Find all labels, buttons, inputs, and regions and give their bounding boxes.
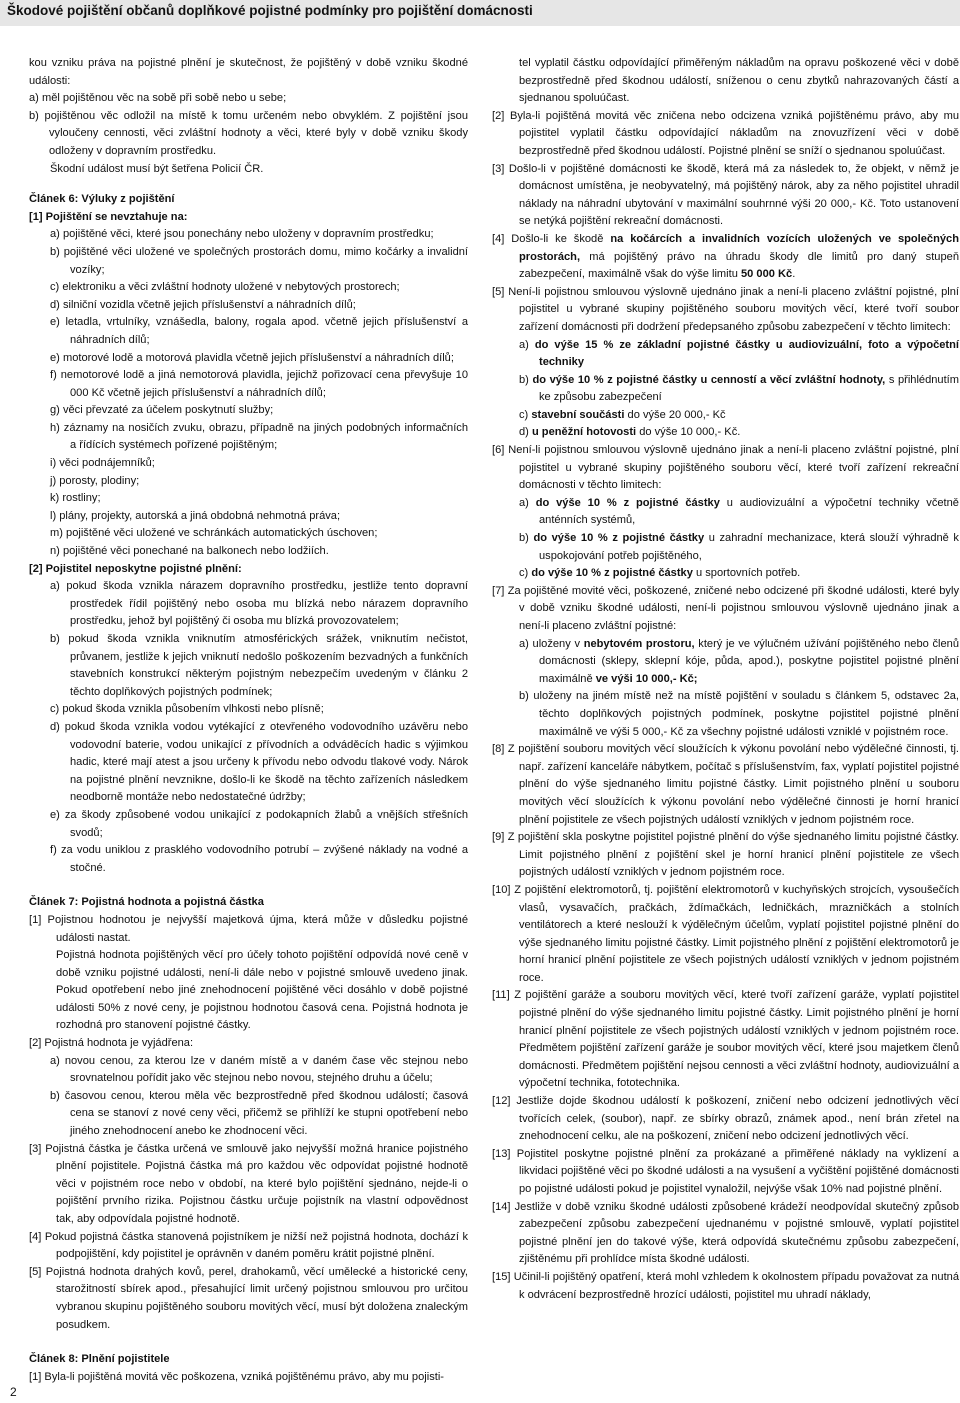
- article-8-para-15: [492, 1269, 959, 1304]
- intro-text: kou vzniku práva na pojistné plnění je skutečnost, že pojištěný v době vzniku škodné události:: [29, 57, 468, 87]
- article-7-para-1: [1] Pojistnou hodnotou je nejvyšší majetková újma, která může v důsledku pojistné události nastat.: [29, 913, 468, 944]
- list-item: a) novou cenou, za kterou lze v daném místě a v daném čase věc stejnou nebo srovnatelnou pořídit jako věc stejnou nebo novou, stejného druhu a účelu;: [50, 1054, 468, 1085]
- article-8-para-6: [492, 442, 959, 495]
- list-item: c) elektroniku a věci zvláštní hodnoty uložené v nebytových prostorech;: [50, 281, 400, 294]
- list-item: m) pojištěné věci uložené ve schránkách automatických úschoven;: [50, 527, 378, 540]
- article-8-para-10: [492, 882, 959, 988]
- list-item: a) do výše 10 % z pojistné částky u audiovizuální a výpočetní techniky včetně anténních systémů,: [519, 496, 959, 527]
- article-6-list-1: [29, 226, 468, 560]
- para-text: Z pojištění elektromotorů, tj. pojištění elektromotorů v kuchyňských strojcích, vysoušečích vlasů, vysavačích, pračkách, ždímačkách, ledničkách, mrazničkách a stolních ventilátorech a které neslouží k výdělečným účelům, vyplatí pojistitel pojistné plnění do výše sjednaného limitu pojistné částky. Limit pojistného plnění z pojištění elektromotorů je horní hranicí plnění pojistitele ze všech pojistných událostí vzniklých v jednom pojistném roce.: [514, 883, 960, 984]
- article-8-para-2: [492, 108, 959, 161]
- article-8-para-1-cont: tel vyplatil částku odpovídající přiměřeným nákladům na opravu poškozené věci v době bezprostředně před škodnou událostí, sníženou o cenu zbytků nahrazovaných částí a sjednanou spoluúčast.: [519, 57, 959, 105]
- article-8-para-12: [492, 1093, 959, 1146]
- para-number: [5]: [492, 285, 505, 298]
- list-item: b) do výše 10 % z pojistné částky u cenností a věcí zvláštní hodnoty, s přihlédnutím ke způsobu zabezpečení: [519, 373, 960, 404]
- list-item: f) nemotorové lodě a jiná nemotorová plavidla, jejichž pořizovací cena převyšuje 10 000 Kč včetně jejich příslušenství a náhradních dílů;: [50, 369, 468, 399]
- list-item: i) věci podnájemníků;: [50, 457, 155, 470]
- intro-note: Škodní událost musí být šetřena Policií ČR.: [50, 162, 264, 175]
- para-number: [15]: [492, 1270, 511, 1283]
- list-item: j) porosty, plodiny;: [50, 474, 140, 487]
- para-text: má pojištěný právo na úhradu škody dle limitů pro daný stupeň zabezpečení, maximálně však do výše limitu: [519, 250, 959, 281]
- article-7-para-3: [3] Pojistná částka je částka určená ve smlouvě jako nejvyšší možná hranice pojistného plnění pojistitele. Pojistná částka má pro každou věc odpovídat pojistné hodnotě věci v pojistném roce nebo v období, na které bylo pojištění sjednáno, nejde-li o pojištění prvního rizika. Pojistnou částku určuje pojistník na vlastní odpovědnost tak, aby odpovídala pojistné hodnotě.: [29, 1142, 468, 1225]
- article-8-para-1: [1] Byla-li pojištěná movitá věc poškozena, vzniká pojištěnému právo, aby mu pojisti-: [29, 1370, 444, 1383]
- list-item: n) pojištěné věci ponechané na balkonech nebo lodžiích.: [50, 545, 329, 558]
- para-number: [6]: [492, 444, 505, 457]
- article-6-para-1: [1] Pojištění se nevztahuje na:: [29, 210, 188, 223]
- para-number: [8]: [492, 743, 505, 756]
- right-column: [492, 55, 959, 1304]
- intro-item-a: a) měl pojištěnou věc na sobě při sobě nebo u sebe;: [29, 92, 287, 105]
- list-item: c) stavební součásti do výše 20 000,- Kč: [519, 408, 726, 421]
- para-text: Za pojištěné movité věci, poškozené, zničené nebo odcizené při škodné události, které byly v době vzniku škodné události, není-li pojistnou smlouvou výslovně ujednáno jinak a není-li placeno zvláštní pojistné:: [507, 584, 959, 632]
- para-text: Z pojištění souboru movitých věcí sloužících k výkonu povolání nebo výdělečné činnosti, tj. např. zařízení kanceláře nábytkem, počítač s příslušenstvím, fax, vyplatí pojistitel pojistné plnění do výše sjednaného limitu pojistné částky. Limit pojistného plnění u souboru movitých věcí sloužících k výkonu povolání nebo výdělečné činnosti je horní hranicí plnění pojistitele ze všech pojistných událostí vzniklých v jednom pojistném roce.: [507, 743, 959, 826]
- page-number: 2: [10, 1385, 17, 1399]
- list-item: d) pokud škoda vznikla vodou vytékající z otevřeného vodovodního uzávěru nebo vodovodní baterie, vodou unikající z přívodních a odváděcích hadic s výjimkou hadic, které mají atest a jsou určeny k přívodu nebo odvodu tlakové vody. Nárok na pojistné plnění nevznikne, došlo-li ke škodě na těchto zařízeních následkem neodborně montáže nebo nedostatečné údržby;: [50, 720, 468, 804]
- article-7-para-1b: Pojistná hodnota pojištěných věcí pro účely tohoto pojištění odpovídá nové ceně v době vzniku pojistné události, není-li dále nebo v pojistné smlouvě uvedeno jinak. Pokud opotřebení nebo jiné znehodnocení pojištěné věci dosáhlo v době pojistné události 50% z nové ceny, je pojistnou hodnotou časová cena. Pojistná hodnota je rozhodná pro stanovení pojistné částky.: [56, 949, 468, 1032]
- intro-item-b: b) pojištěnou věc odložil na místě k tomu určeném nebo obvyklém. Z pojištění jsou vyloučeny cennosti, věci zvláštní hodnoty a věci, které byly v době vzniku škody odloženy v dopravním prostředku.: [29, 109, 468, 157]
- list-item: c) do výše 10 % z pojistné částky u sportovních potřeb.: [519, 567, 801, 580]
- list-item: a) pokud škoda vznikla nárazem dopravního prostředku, jestliže tento dopravní prostředek řídil pojištěný nebo osoba mu blízká nebo nárazem dopravního prostředku, jehož byl pojištěný či osoba mu blízká provozovatelem;: [50, 580, 468, 628]
- para-text: Učinil-li pojištěný opatření, která mohl vzhledem k okolnostem případu považovat za nutná k odvrácení bezprostředně hrozící události, pojistitel mu uhradí náklady,: [513, 1270, 959, 1301]
- para-number: [2]: [492, 109, 505, 122]
- list-item: d) silniční vozidla včetně jejich příslušenství a náhradních dílů;: [50, 298, 356, 311]
- list-item: a) pojištěné věci, které jsou ponechány nebo uloženy v dopravním prostředku;: [50, 228, 434, 241]
- para-number: [3]: [492, 162, 505, 175]
- article-8-para-4: [492, 231, 959, 284]
- article-8-para-11: [492, 987, 959, 1093]
- page-header: [0, 0, 960, 26]
- para-number: [11]: [492, 989, 510, 1002]
- header-title: Škodové pojištění občanů doplňkové pojistné podmínky pro pojištění domácnosti: [7, 3, 533, 18]
- para-number: [12]: [492, 1095, 511, 1108]
- article-7-para-2: [2] Pojistná hodnota je vyjádřena:: [29, 1037, 194, 1050]
- list-item: b) časovou cenou, kterou měla věc bezprostředně před škodnou událostí; časová cena se stanoví z nové ceny věci, přičemž se přihlíží ke stupni opotřebení nebo jiného znehodnocení anebo ke zhodnocení věci.: [50, 1089, 468, 1138]
- para-text: Došlo-li ke škodě: [511, 232, 611, 245]
- para-text: Došlo-li v pojištěné domácnosti ke škodě, která má za následek to, že objekt, v němž je domácnost umístěna, je neobyvatelný, má pojištěný nárok, aby za něho pojistitel uhradil náklady na náhradní ubytování v maximální souhrnné výši 20 000,- Kč. Toto ustanovení se netýká pojištění rekreační domácnosti.: [508, 162, 959, 228]
- article-8-para-9: [492, 829, 959, 882]
- list-item: l) plány, projekty, autorská a jiná obdobná nehmotná práva;: [50, 509, 341, 522]
- article-8-para-8: [492, 741, 959, 829]
- list-item: b) pojištěné věci uložené ve společných prostorách domu, mimo kočárky a invalidní vozíky;: [50, 245, 468, 276]
- para-text: Byla-li pojištěná movitá věc zničena nebo odcizena vzniká pojištěnému právo, aby mu pojistitel vyplatil částku odpovídající nákladům na znovuzřízení věci v době bezprostředně před škodnou událostí. Pojistné plnění se sníží o sjednanou spoluúčast.: [509, 109, 959, 157]
- list-item: b) pokud škoda vznikla vniknutím atmosférických srážek, vniknutím nečistot, průvanem, jestliže k jejich vniknutí nedošlo poškozením bezvadných a funkčních stavebních konstrukcí některým pojistným nebezpečím uvedeným v článku 2 těchto doplňkových pojistných podmínek;: [50, 633, 468, 698]
- list-item: b) uloženy na jiném místě než na místě pojištění v souladu s článkem 5, odstavec 2a, těchto doplňkových pojistných podmínek, poskytne pojistitel pojistné plnění maximálně ve výši 5 000,- Kč za všechny pojistné události vzniklé v pojistném roce.: [519, 690, 959, 738]
- list-item: b) do výše 10 % z pojistné částky u zahradní mechanizace, která slouží výhradně k uspokojování potřeb pojištěného,: [519, 532, 959, 562]
- para-number: [7]: [492, 584, 505, 597]
- article-8-heading: Článek 8: Plnění pojistitele: [29, 1353, 170, 1366]
- article-8-para-5: [492, 284, 959, 337]
- para-text: Není-li pojistnou smlouvou výslovně ujednáno jinak a není-li placeno zvláštní pojistné, plní pojistitel u vybrané skupiny pojištěného souboru movitých věcí, které tvoří soubor zařízení domácnosti při dodržení předepsaného způsobu zabezpečení v těchto limitech:: [508, 285, 959, 333]
- para-bold: na kočárcích a invalidních vozících uložených ve společných prostorách,: [519, 232, 959, 263]
- list-item: g) věci převzaté za účelem poskytnutí služby;: [50, 404, 274, 417]
- list-item: e) letadla, vrtulníky, vznášedla, balony, rogala apod. včetně jejich příslušenství a náhradních dílů;: [50, 316, 468, 346]
- article-8-para-14: [492, 1199, 959, 1269]
- article-6-list-2: [29, 578, 468, 877]
- article-6-heading: Článek 6: Výluky z pojištění: [29, 193, 175, 206]
- para-bold: 50 000 Kč: [740, 268, 793, 281]
- para-number: [13]: [492, 1147, 511, 1160]
- para-text: .: [792, 268, 796, 281]
- para-number: [14]: [492, 1200, 511, 1213]
- list-item: c) pokud škoda vznikla působením vlhkosti nebo plísně;: [50, 703, 324, 716]
- para-text: Jestliže v době vzniku škodné události způsobené krádeží neodpovídal skutečný způsob zabezpečení způsobu zabezpečení ujednanému v pojistné smlouvě, vyplatí pojistitel pojistné plnění jen do takové výše, která odpovídá skutečnému způsobu zabezpečení, zjištěnému při prohlídce místa škodné události.: [514, 1200, 959, 1266]
- article-8-para-7: [492, 583, 959, 636]
- para-text: Jestliže dojde škodnou událostí k poškození, zničení nebo odcizení jednotlivých věcí tvořících celek, (soubor), např. ze sbírky obrazů, známek apod., není brán zřetel na znehodnocení celku, ale na poškození, zničení nebo odcizení jednotlivých věcí.: [516, 1095, 959, 1143]
- article-7-list-2: [29, 1053, 468, 1141]
- article-7-para-4: [4] Pokud pojistná částka stanovená pojistníkem je nižší než pojistná hodnota, dochází k podpojištění, kdy pojistitel je oprávněn v daném poměru krátit pojistné plnění.: [29, 1230, 468, 1261]
- article-6-para-2: [2] Pojistitel neposkytne pojistné plnění:: [29, 562, 242, 575]
- left-column: [29, 55, 468, 1386]
- list-item: e) za škody způsobené vodou unikající z podokapních žlabů a vnějších střešních svodů;: [50, 808, 468, 839]
- list-item: h) záznamy na nosičích zvuku, obrazu, případně na jiných podobných informačních a řídících systémech pořízené pojištěným;: [50, 421, 468, 452]
- list-item: d) u peněžní hotovosti do výše 10 000,- Kč.: [519, 426, 741, 439]
- article-7-heading: Článek 7: Pojistná hodnota a pojistná částka: [29, 896, 264, 909]
- para-text: Z pojištění garáže a souboru movitých věcí, které tvoří zařízení garáže, vyplatí pojistitel pojistné plnění do výše sjednaného limitu pojistné částky. Limit pojistného plnění je horní hranicí plnění pojistitele ze všech pojistných událostí vzniklých v jednom pojistném roce. Předmětem pojištění zařízení garáže je soubor movitých věcí, které jsou majetkem členů domácnosti. Předmětem pojištění nejsou cennosti a věci zvláštní hodnoty, audiovizuální a výpočetní technika, fototechnika.: [514, 989, 959, 1090]
- article-8-para-3: [492, 161, 959, 231]
- para-text: Z pojištění skla poskytne pojistitel pojistné plnění do výše sjednaného limitu pojistné částky. Limit pojistného plnění z pojištění skel je horní hranicí plnění pojistitele ze všech pojistných událostí vzniklých v jednom pojistném roce.: [507, 831, 959, 879]
- para-text: Pojistitel poskytne pojistné plnění za prokázané a přiměřené náklady na vyklizení a likvidaci pojištěné věci po škodné události a na vysušení a vyčištění pojištěné domácnosti po pojistné události pokud je pojistitel vynaložil, nejvýše však 10% nad pojistné plnění.: [516, 1147, 959, 1195]
- para-number: [4]: [492, 232, 505, 245]
- para-number: [9]: [492, 831, 505, 844]
- para-text: Není-li pojistnou smlouvou výslovně ujednáno jinak a není-li placeno zvláštní pojistné, plní pojistitel u vybrané skupiny pojištěného souboru věcí, které tvoří zařízení rekreační domácnosti v těchto limitech:: [508, 444, 959, 492]
- list-item: a) do výše 15 % ze základní pojistné částky u audiovizuální, foto a výpočetní techniky: [519, 338, 959, 369]
- list-item: a) uloženy v nebytovém prostoru, který je ve výlučném užívání pojištěného nebo členů domácnosti (sklepy, sklepní kóje, půda, apod.), poskytne pojistitel pojistné plnění maximálně ve výši 10 000,- Kč;: [519, 637, 959, 685]
- list-item: f) za vodu uniklou z prasklého vodovodního potrubí – zvýšené náklady na vodné a stočné.: [50, 844, 468, 874]
- list-item: e) motorové lodě a motorová plavidla včetně jejich příslušenství a náhradních dílů;: [50, 351, 454, 364]
- article-7-para-5: [5] Pojistná hodnota drahých kovů, perel, drahokamů, věcí umělecké a historické ceny, starožitností sbírek apod., přesahující limit určený pojistnou smlouvou pro určitou vybranou skupinu pojištěného souboru movitých věcí, musí být doložena znaleckým posudkem.: [29, 1265, 468, 1331]
- article-8-para-13: [492, 1146, 959, 1199]
- list-item: k) rostliny;: [50, 492, 101, 505]
- para-number: [10]: [492, 883, 511, 896]
